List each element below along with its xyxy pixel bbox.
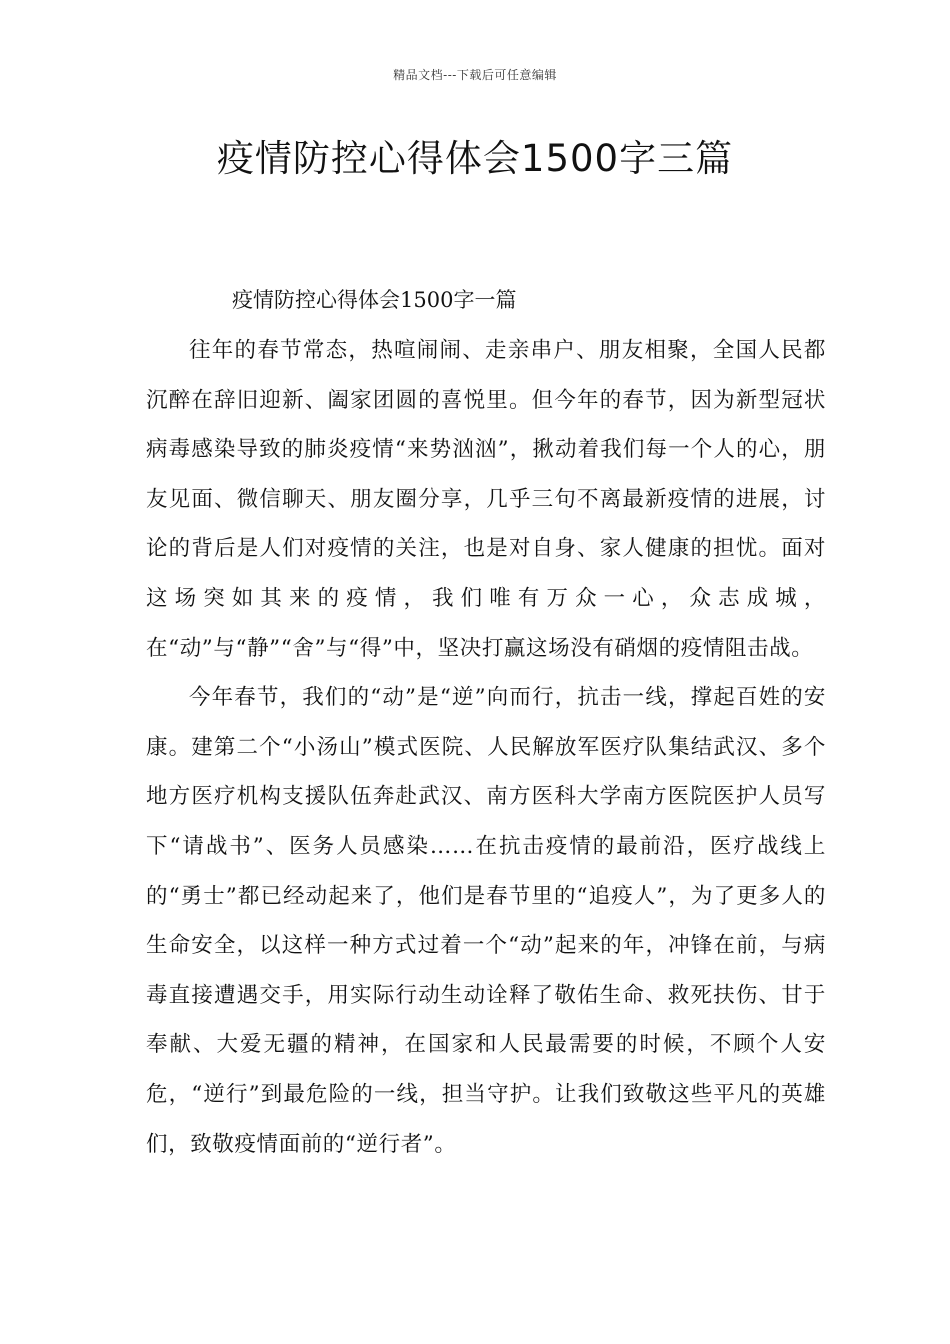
section-title: 疫情防控心得体会1500字一篇: [232, 288, 517, 312]
document-title: 疫情防控心得体会1500字三篇: [216, 137, 734, 180]
document-body: [146, 326, 826, 1169]
header-note: 精品文档---下载后可任意编辑: [393, 68, 557, 82]
paragraph-1: 往年的春节常态，热喧闹闹、走亲串户、朋友相聚，全国人民都沉醉在辞旧迎新、阖家团圆的喜悦里。但今年的春节，因为新型冠状病毒感染导致的肺炎疫情“来势汹汹”，揪动着我们每一个人的心，朋友见面、微信聊天、朋友圈分享，几乎三句不离最新疫情的进展，讨论的背后是人们对疫情的关注，也是对自身、家人健康的担忧。面对这场突如其来的疫情，我们唯有万众一心，众志成城，在“动”与“静”“舍”与“得”中，坚决打赢这场没有硝烟的疫情阻击战。: [146, 338, 826, 661]
paragraph-2: 今年春节，我们的“动”是“逆”向而行，抗击一线，撑起百姓的安康。建第二个“小汤山”模式医院、人民解放军医疗队集结武汉、多个地方医疗机构支援队伍奔赴武汉、南方医科大学南方医院医护人员写下“请战书”、医务人员感染……在抗击疫情的最前沿，医疗战线上的“勇士”都已经动起来了，他们是春节里的“追疫人”，为了更多人的生命安全，以这样一种方式过着一个“动”起来的年，冲锋在前，与病毒直接遭遇交手，用实际行动生动诠释了敬佑生命、救死扶伤、甘于奉献、大爱无疆的精神，在国家和人民最需要的时候，不顾个人安危，“逆行”到最危险的一线，担当守护。让我们致敬这些平凡的英雄们，致敬疫情面前的“逆行者”。: [146, 685, 826, 1157]
